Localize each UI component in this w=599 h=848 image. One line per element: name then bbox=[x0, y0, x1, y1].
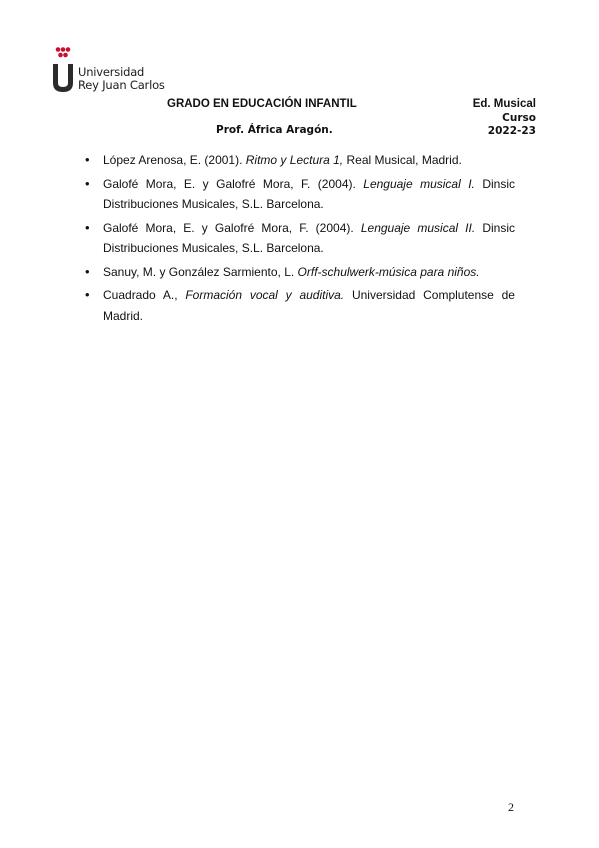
list-item bbox=[83, 218, 515, 259]
list-item bbox=[83, 150, 515, 171]
ref-title: Orff-schulwerk-música para niños. bbox=[297, 264, 480, 279]
ref-publisher: Real Musical, Madrid. bbox=[343, 153, 462, 167]
university-logo bbox=[50, 46, 170, 96]
university-name-line2: Rey Juan Carlos bbox=[78, 78, 165, 92]
ref-title: Lenguaje musical II. bbox=[360, 220, 476, 235]
reference-list bbox=[83, 150, 515, 329]
urjc-emblem-icon bbox=[50, 46, 76, 94]
ref-title: Lenguaje musical I. bbox=[363, 176, 475, 191]
ref-title: Formación vocal y auditiva. bbox=[185, 288, 345, 302]
course-info bbox=[488, 112, 536, 138]
list-item bbox=[83, 262, 515, 283]
ref-publisher: Dinsic Distribuciones Musicales, S.L. Barcelona. bbox=[103, 176, 515, 211]
list-item bbox=[83, 174, 515, 215]
subject-title: Ed. Musical bbox=[472, 98, 536, 110]
professor-name: Prof. África Aragón. bbox=[216, 124, 333, 136]
university-name bbox=[78, 66, 165, 92]
ref-title: Ritmo y Lectura 1, bbox=[245, 153, 344, 167]
page-number: 2 bbox=[508, 800, 514, 814]
ref-authors: Sanuy, M. y González Sarmiento, L. bbox=[103, 264, 298, 279]
university-name-line1: Universidad bbox=[78, 65, 145, 79]
ref-authors: López Arenosa, E. (2001). bbox=[103, 153, 246, 167]
course-label: Curso bbox=[502, 112, 536, 124]
list-item bbox=[83, 285, 515, 326]
ref-authors: Cuadrado A., bbox=[103, 288, 186, 302]
course-year: 2022-23 bbox=[487, 125, 536, 137]
ref-authors: Galofé Mora, E. y Galofré Mora, F. (2004). bbox=[103, 176, 364, 191]
degree-title: GRADO EN EDUCACIÓN INFANTIL bbox=[167, 98, 357, 110]
ref-publisher: Universidad Complutense de Madrid. bbox=[103, 288, 515, 323]
ref-publisher: Dinsic Distribuciones Musicales, S.L. Barcelona. bbox=[103, 220, 515, 255]
ref-authors: Galofé Mora, E. y Galofré Mora, F. (2004). bbox=[103, 220, 361, 235]
